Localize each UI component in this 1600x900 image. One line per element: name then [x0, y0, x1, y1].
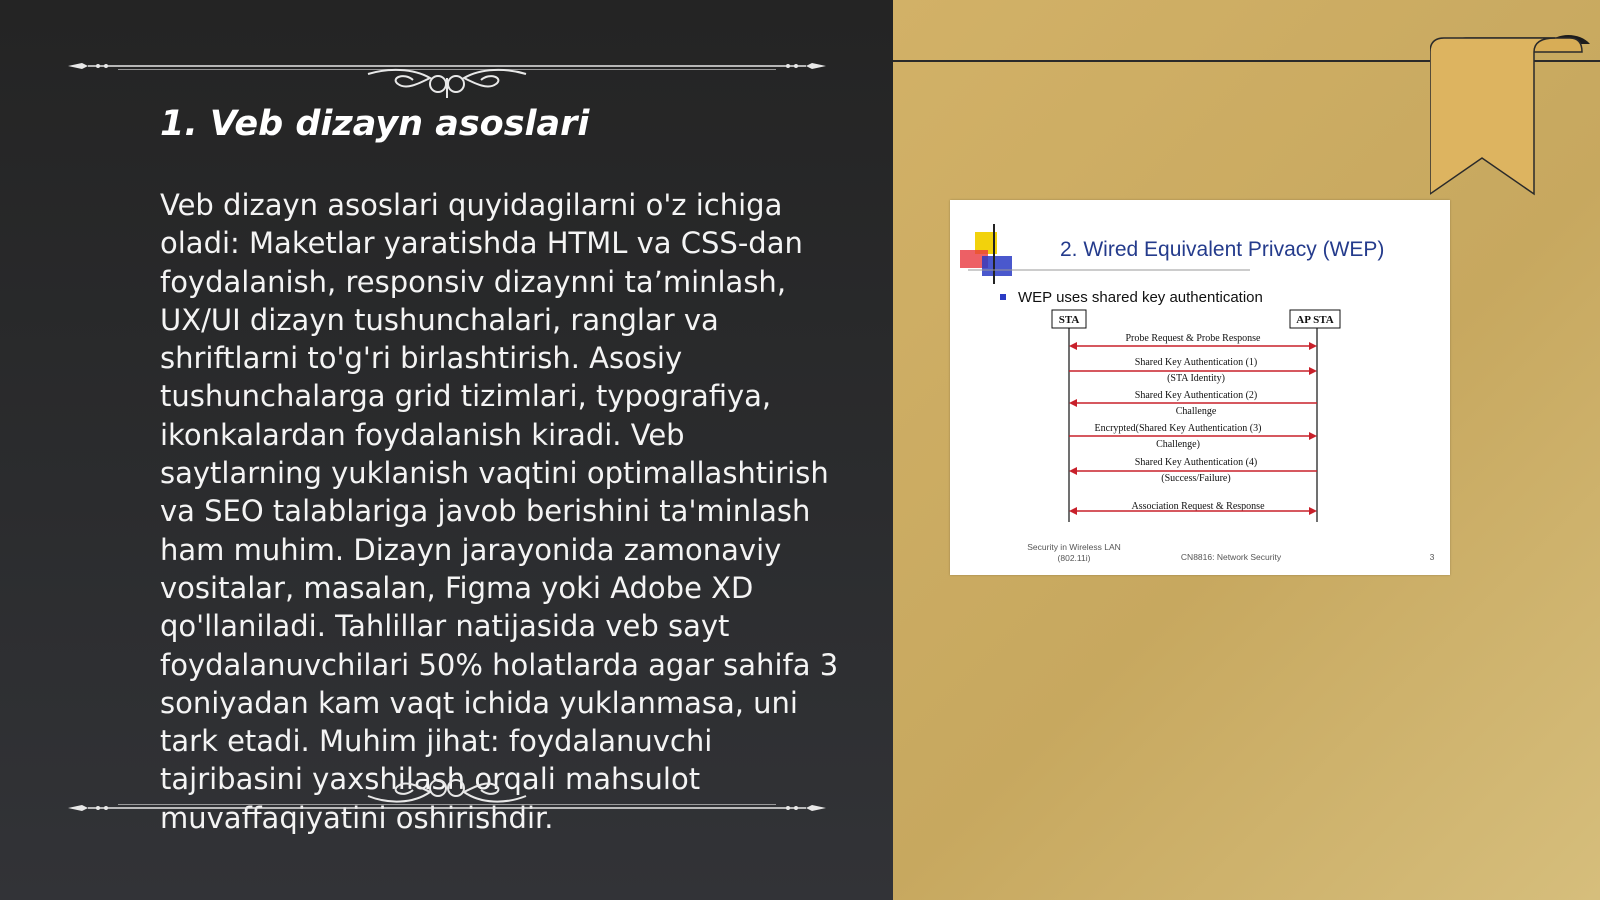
- msg-auth-4-label: Shared Key Authentication (4): [1134, 457, 1258, 468]
- msg-auth-3-label: Encrypted(Shared Key Authentication (3): [1094, 423, 1262, 434]
- msg-auth-1-sub: (STA Identity): [1167, 373, 1225, 384]
- msg-auth-1-label: Shared Key Authentication (1): [1134, 357, 1258, 368]
- footer-left-line2: (802.11i): [1057, 553, 1091, 563]
- msg-auth-2-sub: Challenge: [1175, 406, 1217, 417]
- msg-probe: [1069, 333, 1317, 350]
- msg-probe-label: Probe Request & Probe Response: [1125, 333, 1261, 344]
- bookmark-ribbon: [1430, 34, 1600, 204]
- wep-slide-title: 2. Wired Equivalent Privacy (WEP): [1060, 238, 1385, 261]
- wep-bullet-text: WEP uses shared key authentication: [1018, 289, 1263, 306]
- bottom-ornament: [68, 770, 826, 830]
- sta-label: STA: [1058, 314, 1080, 326]
- msg-auth-1: [1069, 357, 1317, 384]
- footer-left-line1: Security in Wireless LAN: [1027, 542, 1121, 552]
- ap-sta-label: AP STA: [1296, 314, 1334, 326]
- bullet-square: [1000, 294, 1006, 300]
- msg-association-label: Association Request & Response: [1131, 501, 1265, 512]
- msg-auth-2: [1069, 390, 1317, 417]
- msg-auth-3-sub: Challenge): [1156, 439, 1200, 450]
- msg-association: [1069, 501, 1317, 515]
- top-ornament: [68, 38, 826, 98]
- msg-auth-3: [1069, 423, 1317, 450]
- footer-page-number: 3: [1429, 552, 1435, 562]
- slide-body-text: Veb dizayn asoslari quyidagilarni o'z ichiga oladi: Maketlar yaratishda HTML va CSS-dan foydalanish, responsiv dizaynni ta’minlash, UX/UI dizayn tushunchalari, ranglar va shriftlarni to'g'ri birlashtirish. Asosiy tushunchalarga grid tizimlari, typografiya, ikonkalardan foydalanish kiradi. Veb saytlarning yuklanish vaqtini optimallashtirish va SEO talablariga javob berishini ta'minlash ham muhim. Dizayn jarayonida zamonaviy vositalar, masalan, Figma yoki Adobe XD qo'llaniladi. Tahlillar natijasida veb sayt foydalanuvchilari 50% holatlarda agar sahifa 3 soniyadan kam vaqt ichida yuklanmasa, uni tark etadi. Muhim jihat: foydalanuvchi tajribasini yaxshilash orqali mahsulot muvaffaqiyatini oshirishdir.: [160, 188, 839, 835]
- msg-auth-2-label: Shared Key Authentication (2): [1134, 390, 1258, 401]
- wep-slide-image: [950, 200, 1450, 575]
- msg-auth-4-sub: (Success/Failure): [1161, 473, 1231, 484]
- logo-square-blue: [982, 256, 1012, 276]
- msg-auth-4: [1069, 457, 1317, 484]
- footer-center: CN8816: Network Security: [1180, 552, 1282, 562]
- slide-title: 1. Veb dizayn asoslari: [160, 104, 590, 144]
